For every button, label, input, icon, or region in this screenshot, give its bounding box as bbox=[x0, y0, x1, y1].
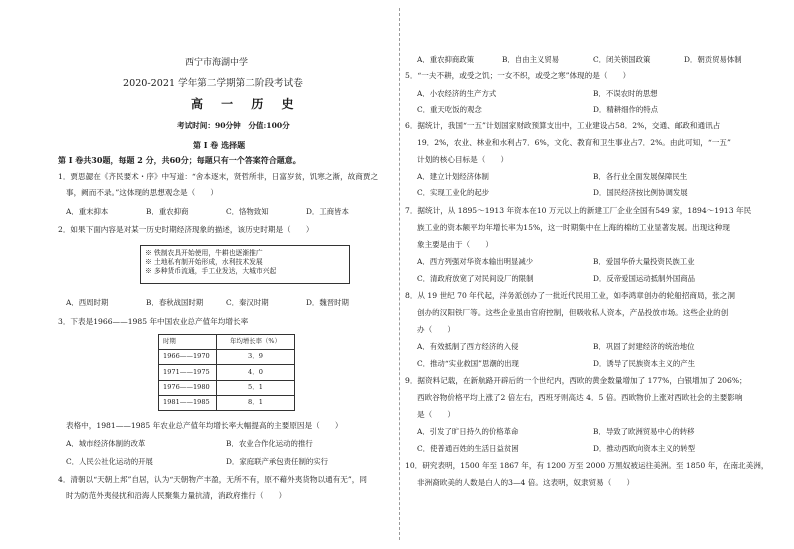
q9-option-c[interactable]: C．使普通百姓的生活日益贫困 bbox=[417, 444, 519, 453]
q3-growth-table bbox=[158, 334, 295, 411]
q5-option-c[interactable]: C．重天吃饭的观念 bbox=[417, 105, 482, 114]
q7-option-b[interactable]: B．爱国华侨大量投资民族工业 bbox=[593, 257, 695, 266]
q7-option-c[interactable]: C．清政府放宽了对民间设厂的限制 bbox=[417, 274, 534, 283]
section-instruction: 第 Ⅰ 卷共30题，每题 2 分，共60分；每题只有一个答案符合题意。 bbox=[58, 155, 301, 165]
q5-option-a[interactable]: A．小农经济的生产方式 bbox=[417, 89, 497, 98]
table-row bbox=[159, 395, 295, 410]
q2-option-b[interactable]: B．春秋战国时期 bbox=[146, 298, 204, 307]
table-cell: 1976——1980 bbox=[159, 380, 217, 395]
table-header-row bbox=[159, 335, 295, 350]
q4-stem-cont: 时为防范外夷侵扰和沿海人民聚集力量抗清，消政府推行（ ） bbox=[66, 491, 287, 500]
q5-stem: 5．“一夫不耕，或受之饥；一女不织，或受之寒”体现的是（ ） bbox=[405, 71, 631, 80]
q6-stem-cont: 计划的核心目标是（ ） bbox=[417, 155, 509, 164]
q7-stem-cont: 象主要是由于（ ） bbox=[417, 240, 493, 249]
q7-option-a[interactable]: A．西方列强对华资本输出明显减少 bbox=[417, 257, 534, 266]
q9-stem-cont: 是（ ） bbox=[417, 410, 455, 419]
q2-option-a[interactable]: A．西周时期 bbox=[66, 298, 109, 307]
q10-stem-cont: 非洲裔欧美的人数是白人的3—4 倍。这表明，奴隶贸易（ ） bbox=[417, 478, 635, 487]
table-cell: 4．0 bbox=[217, 365, 295, 380]
q3-option-a[interactable]: A．城市经济体制的改革 bbox=[66, 439, 146, 448]
table-row bbox=[159, 365, 295, 380]
q7-stem-cont: 族工业的资本额平均年增长率为15%，这一时期集中在上海的棉纺工业显著发展。出现这种现 bbox=[417, 223, 731, 232]
q2-evidence-box bbox=[140, 245, 350, 284]
q2-box-line: ※ 土地私有制开始形成，水利技术发展 bbox=[145, 257, 263, 266]
section-title: 第 Ⅰ 卷 选择题 bbox=[193, 140, 246, 150]
q4-option-c[interactable]: C．闭关锁国政策 bbox=[593, 55, 651, 64]
table-cell: 1966——1970 bbox=[159, 350, 217, 365]
q6-option-b[interactable]: B．各行业全面发展保障民生 bbox=[593, 172, 688, 181]
q1-option-b[interactable]: B．重农抑商 bbox=[146, 207, 189, 216]
q2-option-c[interactable]: C．秦汉时期 bbox=[226, 298, 269, 307]
subject-title: 高 一 历 史 bbox=[191, 97, 301, 111]
table-cell: 1981——1985 bbox=[159, 395, 217, 410]
q1-option-d[interactable]: D．工商皆本 bbox=[306, 207, 349, 216]
q3-option-c[interactable]: C．人民公社化运动的开展 bbox=[66, 457, 153, 466]
q8-stem-cont: 办（ ） bbox=[417, 325, 455, 334]
q6-option-c[interactable]: C．实现工业化的起步 bbox=[417, 188, 490, 197]
q2-stem: 2．如果下面内容是对某一历史时期经济现象的描述，该历史时期是（ ） bbox=[58, 225, 314, 234]
q8-option-c[interactable]: C．推动“实业救国”思潮的出现 bbox=[417, 359, 519, 368]
q4-stem: 4．清朝以“天朝上邦”自居，认为“天朝物产丰盈，无所不有，原不藉外夷货物以通有无”，同 bbox=[58, 475, 367, 484]
table-header-cell: 年均增长率（%） bbox=[217, 335, 295, 350]
table-row bbox=[159, 350, 295, 365]
q9-option-a[interactable]: A．引发了旷日持久的价格革命 bbox=[417, 427, 519, 436]
q3-option-d[interactable]: D．家庭联产承包责任制的实行 bbox=[226, 457, 329, 466]
q8-stem: 8．从 19 世纪 70 年代起，洋务派创办了一批近代民用工业，如李鸿章创办的轮船招商局，张之洞 bbox=[405, 291, 735, 300]
q8-stem-cont: 创办的汉阳铁厂等。这些企业虽由官府控制，但吸收私人资本，产品投放市场。这些企业的创 bbox=[417, 308, 729, 317]
q6-stem-cont: 19．2%，农业、林业和水利占7．6%，文化、教育和卫生事业占7．2%。由此可知，“一五” bbox=[417, 138, 731, 147]
q1-option-c[interactable]: C．恪物致知 bbox=[226, 207, 269, 216]
column-divider bbox=[399, 8, 400, 540]
school-name: 西宁市海湖中学 bbox=[185, 58, 249, 68]
table-header-cell: 时期 bbox=[159, 335, 217, 350]
q7-stem: 7．据统计，从 1895～1913 年资本在10 万元以上的新建工厂企业全国有549 家，1894～1913 年民 bbox=[405, 206, 752, 215]
q3-option-b[interactable]: B．农业合作化运动的推行 bbox=[226, 439, 313, 448]
q9-option-d[interactable]: D．推动西欧向资本主义的转型 bbox=[593, 444, 696, 453]
q4-option-d[interactable]: D．朝贡贸易体制 bbox=[684, 55, 742, 64]
q10-stem: 10．研究表明，1500 年至 1867 年，有 1200 万至 2000 万黑奴被运往美洲。至 1850 年，在南北美洲， bbox=[405, 461, 769, 470]
q5-option-b[interactable]: B．不误农时的思想 bbox=[593, 89, 658, 98]
table-cell: 8．1 bbox=[217, 395, 295, 410]
q1-option-a[interactable]: A．重末抑本 bbox=[66, 207, 109, 216]
q9-stem-cont: 西欧谷物价格平均上涨了2 倍左右，西班牙则高达 4．5 倍。西欧物价上涨对西欧社会的主要影响 bbox=[417, 393, 743, 402]
q6-stem: 6．据统计，我国“一五”计划国家财政预算支出中，工业建设占58．2%，交通、邮政和通讯占 bbox=[405, 121, 721, 130]
q9-stem: 9．据资料记载，在新航路开辟后的一个世纪内，西欧的黄金数量增加了 177%，白银增加了 206%； bbox=[405, 376, 747, 385]
q5-option-d[interactable]: D．精耕细作的特点 bbox=[593, 105, 659, 114]
q9-option-b[interactable]: B．导致了欧洲贸易中心的转移 bbox=[593, 427, 695, 436]
q2-box-line: ※ 铁制农具开始使用，牛耕也逐渐推广 bbox=[145, 249, 263, 257]
q2-option-d[interactable]: D．魏晋时期 bbox=[306, 298, 349, 307]
table-cell: 3．9 bbox=[217, 350, 295, 365]
q1-stem-cont: 事，阙而不录。”这体现的思想观念是（ ） bbox=[66, 188, 218, 197]
exam-meta: 考试时间：90分钟 分值:100分 bbox=[177, 121, 290, 130]
q8-option-b[interactable]: B．巩固了封建经济的统治地位 bbox=[593, 342, 695, 351]
q6-option-a[interactable]: A．建立计划经济体制 bbox=[417, 172, 489, 181]
q3-stem-cont: 表格中，1981——1985 年农业总产值年均增长率大幅提高的主要原因是（ ） bbox=[66, 421, 343, 430]
q4-option-b[interactable]: B．自由主义贸易 bbox=[502, 55, 560, 64]
q1-stem: 1．贾思勰在《齐民要术・序》中写道：“舍本逐末，贤哲所非，日富岁贫，饥寒之渐，故商贾之 bbox=[58, 172, 379, 181]
table-row bbox=[159, 380, 295, 395]
q2-box-line: ※ 多种货币流通，手工业发达，大城市兴起 bbox=[145, 266, 277, 275]
q7-option-d[interactable]: D．反帝爱国运动抵制外国商品 bbox=[593, 274, 696, 283]
table-cell: 5．1 bbox=[217, 380, 295, 395]
exam-title: 2020-2021 学年第二学期第二阶段考试卷 bbox=[123, 78, 303, 89]
q6-option-d[interactable]: D．国民经济按比例协调发展 bbox=[593, 188, 688, 197]
q3-stem: 3．下表是1966——1985 年中国农业总产值年均增长率 bbox=[58, 317, 249, 326]
table-cell: 1971——1975 bbox=[159, 365, 217, 380]
q8-option-a[interactable]: A．有效抵制了西方经济的入侵 bbox=[417, 342, 519, 351]
q4-option-a[interactable]: A．重农抑商政策 bbox=[417, 55, 475, 64]
q8-option-d[interactable]: D．诱导了民族资本主义的产生 bbox=[593, 359, 696, 368]
